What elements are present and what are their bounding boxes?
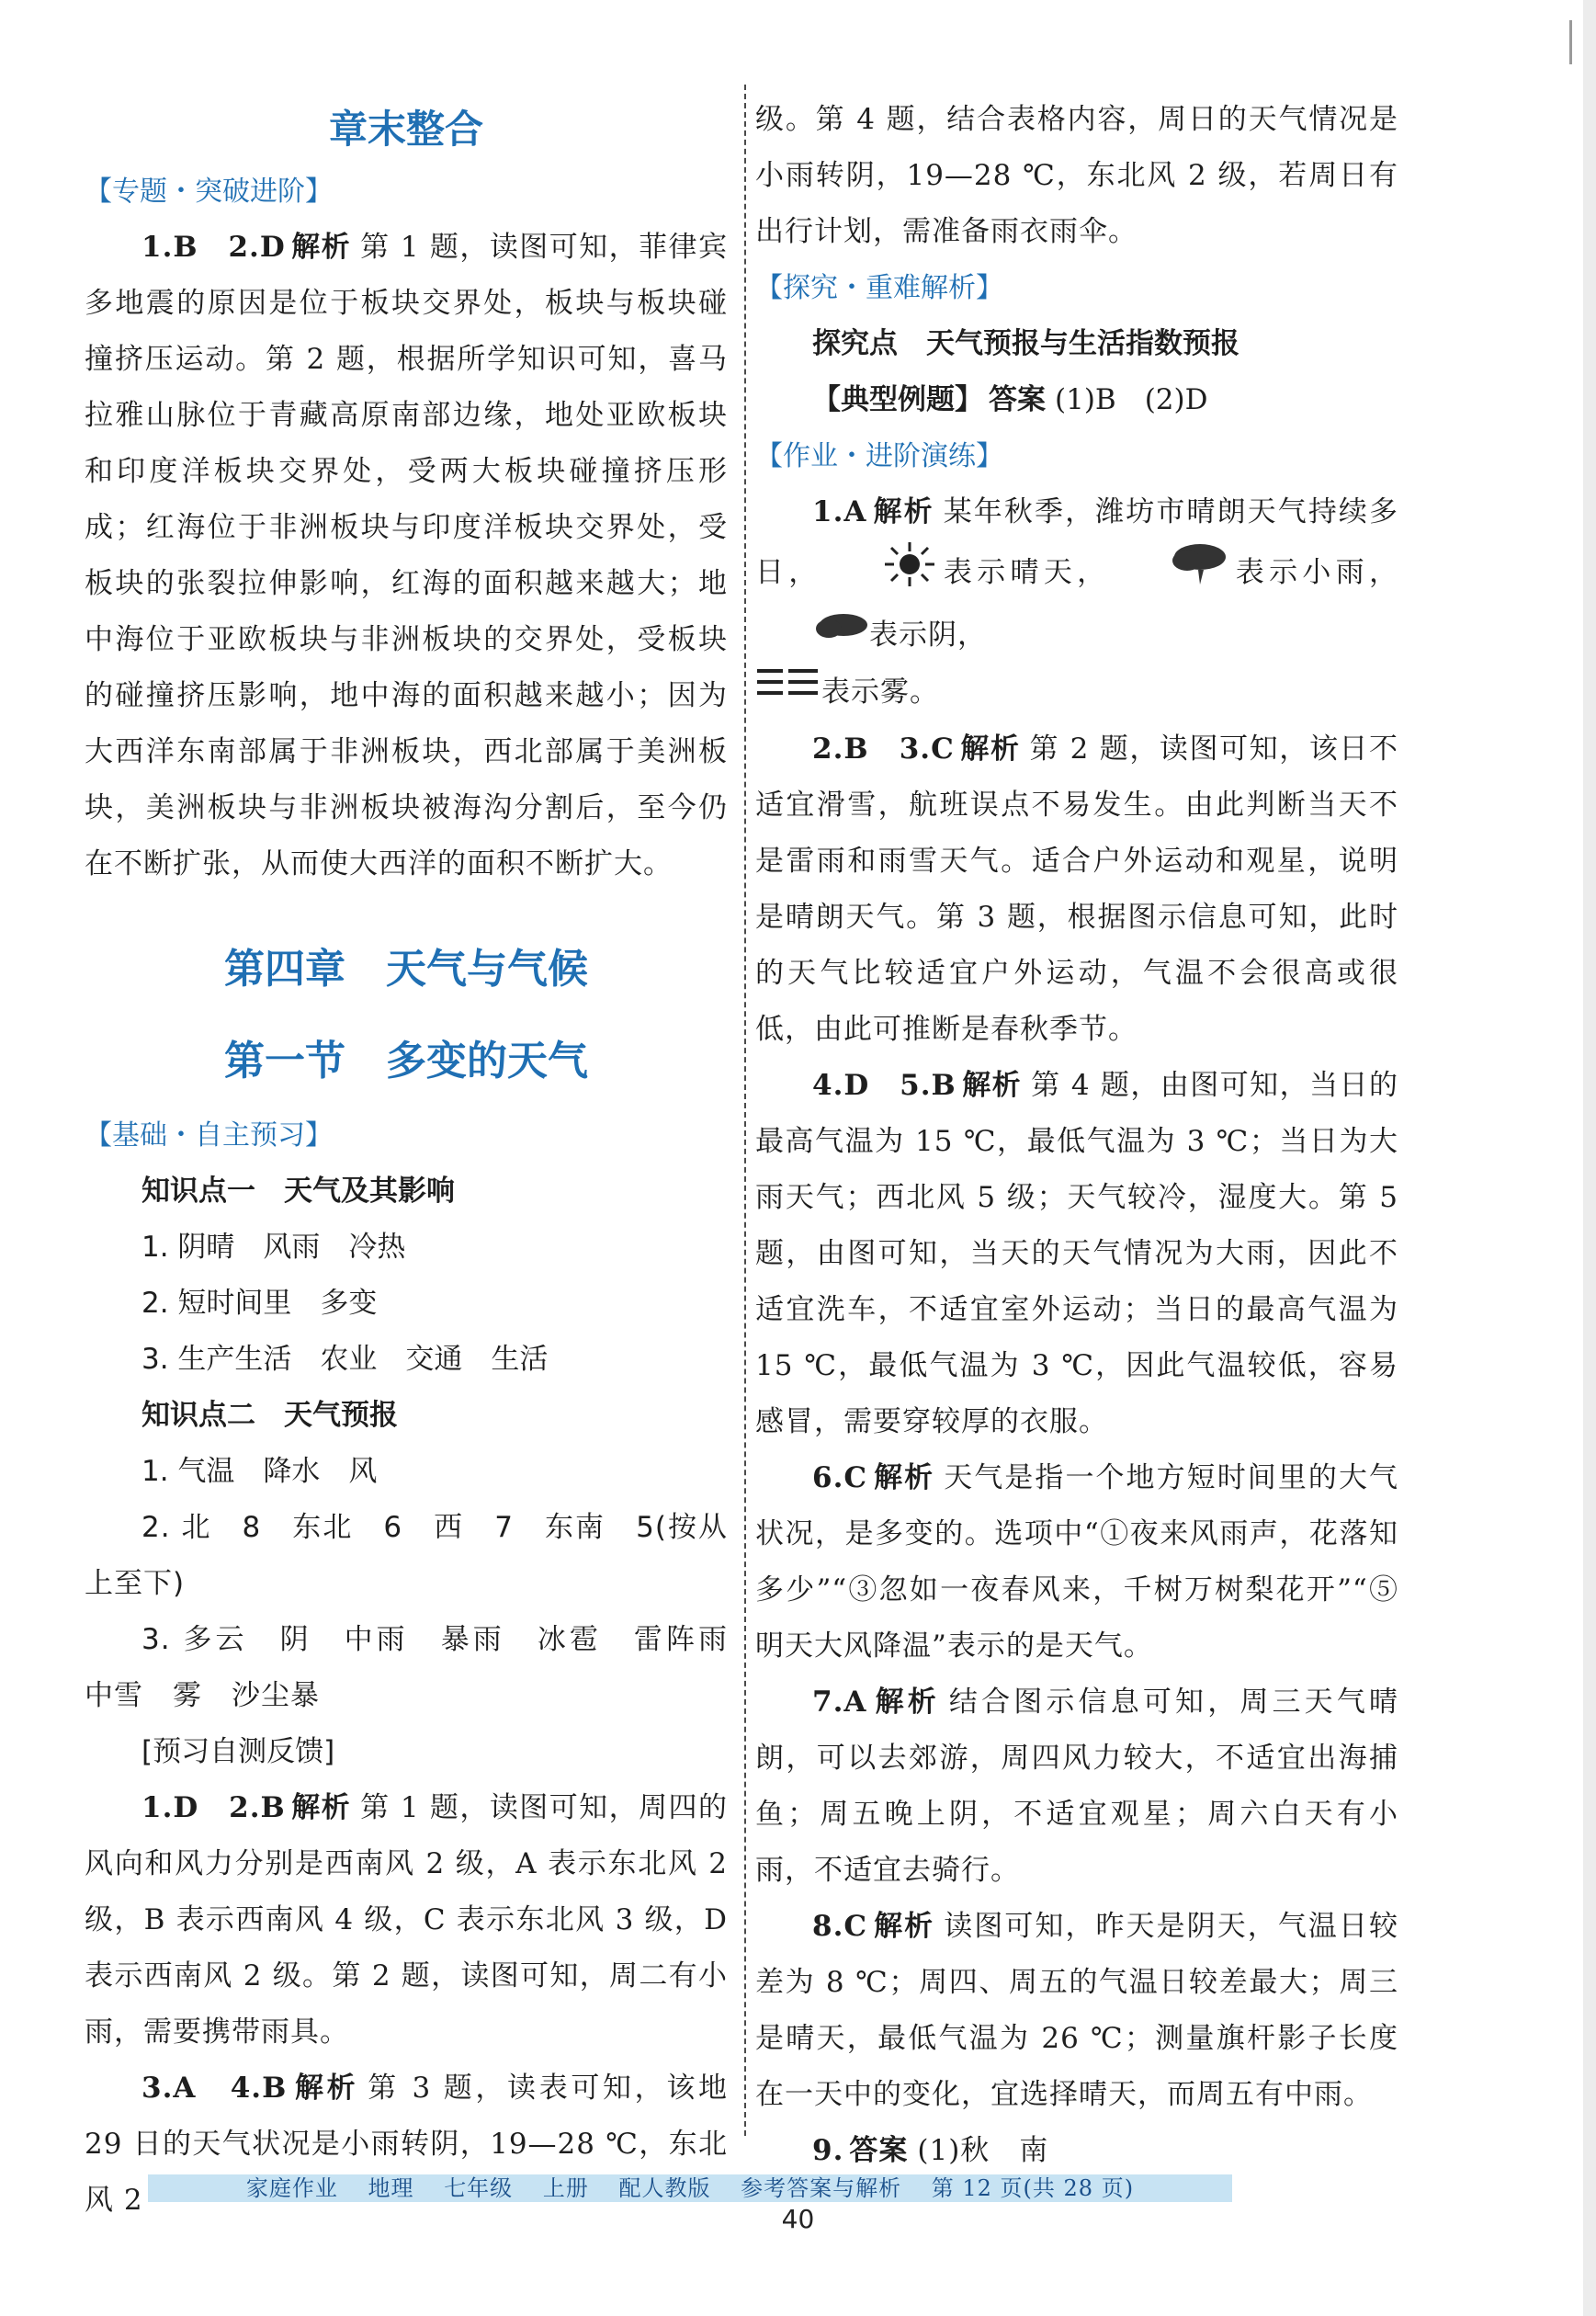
answer-text: (1)B (2)D (1055, 383, 1208, 416)
tag-basic-preview: 【基础・自主预习】 (85, 1119, 333, 1152)
typical-example-label: 【典型例题】 (812, 383, 983, 416)
analysis-text: 读图可知，昨天是阴天，气温日较差为 8 ℃；周四、周五的气温日较差最大；周三是晴天，最低气温为 26 ℃；测量旗杆影子长度在一天中的变化，宜选择晴天，而周五有中雨。 (755, 1910, 1399, 2111)
footer-item: 家庭作业 (245, 2175, 338, 2201)
analysis-label: 解析 (292, 2072, 359, 2105)
analysis-label: 解析 (290, 1791, 352, 1824)
footer-item: 配人教版 (618, 2175, 711, 2201)
footer-item: 七年级 (444, 2175, 514, 2201)
chapter-title: 第四章 天气与气候 (224, 946, 588, 993)
tag-explore: 【探究・重难解析】 (755, 272, 1003, 304)
kp2-item: 1. 气温 降水 风 (141, 1455, 378, 1488)
question-numbers: 1.A (812, 495, 867, 528)
analysis-text: 结合图示信息可知，周三天气晴朗，可以去郊游，周四风力较大，不适宜出海捕鱼；周五晚上阴，不适宜观星；周六白天有小雨，不适宜去骑行。 (755, 1686, 1398, 1887)
footer-band (148, 2174, 1232, 2202)
tag-special-topic: 【专题・突破进阶】 (85, 176, 333, 208)
answer-paragraph-8 (755, 1675, 1398, 1899)
answer-paragraph-4 (755, 484, 1398, 721)
answer-paragraph-9 (755, 1899, 1398, 2123)
left-column (85, 96, 757, 2229)
analysis-label: 解析 (290, 231, 352, 264)
explore-point: 探究点 天气预报与生活指数预报 (812, 327, 1239, 360)
question-numbers: 9. (812, 2134, 844, 2167)
analysis-text: 第 3 题，读表可知，该地 29 日的天气状况是小雨转阴，19—28 ℃，东北风 2 (85, 2072, 728, 2217)
question-numbers: 2.B 3.C (812, 732, 955, 766)
answer-paragraph-6 (755, 1058, 1398, 1450)
cloud-legend-text: 表示阴， (869, 619, 987, 652)
footer-item: 地理 (368, 2175, 414, 2201)
analysis-label: 解析 (873, 1910, 935, 1943)
footer-item: 第 12 页(共 28 页) (931, 2175, 1135, 2201)
fog-icon (698, 665, 821, 721)
continued-paragraph: 级。第 4 题，结合表格内容，周日的天气情况是小雨转阴，19—28 ℃，东北风 2 级，若周日有出行计划，需准备雨衣雨伞。 (755, 103, 1398, 248)
question-numbers: 8.C (812, 1910, 868, 1943)
question-numbers: 6.C (812, 1461, 868, 1494)
answer-text: (1)秋 南 (917, 2134, 1049, 2167)
answer-paragraph-2 (85, 1780, 728, 2061)
analysis-text: 第 1 题，读图可知，周四的风向和风力分别是西南风 2 级，A 表示东北风 2 级，B 表示西南风 4 级，C 表示东北风 3 级，D 表示西南风 2 级。第 2 题，读图可知，周二有小雨，需要携带雨具。 (85, 1791, 729, 2049)
tag-homework: 【作业・进阶演练】 (755, 440, 1003, 472)
analysis-text: 某年秋季，潍坊市晴朗天气持续多日， (755, 495, 1399, 589)
kp1-item: 1. 阴晴 风雨 冷热 (141, 1231, 406, 1264)
kp2-item: 3. 多云 阴 中雨 暴雨 冰雹 雷阵雨 中雪 雾 沙尘暴 (85, 1623, 757, 1712)
analysis-label: 解析 (959, 732, 1021, 766)
kp2-item: 2. 北 8 东北 6 西 7 东南 5(按从上至下) (85, 1511, 728, 1600)
answer-label: 答案 (989, 383, 1046, 416)
answer-paragraph-7 (755, 1450, 1398, 1675)
sun-icon (822, 540, 940, 607)
section-title: 章末整合 (328, 107, 483, 152)
question-numbers: 1.D 2.B (141, 1791, 286, 1824)
knowledge-point-2: 知识点二 天气预报 (141, 1399, 398, 1432)
footer-item: 参考答案与解析 (741, 2175, 902, 2201)
lesson-title: 第一节 多变的天气 (224, 1038, 588, 1084)
cloud-icon (755, 608, 869, 664)
answer-paragraph-5 (755, 721, 1398, 1058)
rain-legend-text: 表示小雨， (1231, 556, 1399, 589)
analysis-label: 解析 (872, 495, 934, 528)
analysis-label: 解析 (873, 1461, 935, 1494)
kp1-item: 2. 短时间里 多变 (141, 1287, 378, 1320)
fog-legend-text: 表示雾。 (821, 676, 939, 709)
rain-cloud-icon (1110, 540, 1231, 607)
typical-example (755, 372, 1398, 428)
footer-item: 上册 (542, 2175, 589, 2201)
analysis-text: 第 4 题，由图可知，当日的最高气温为 15 ℃，最低气温为 3 ℃；当日为大雨天气；西北风 5 级；天气较冷，湿度大。第 5 题，由图可知，当天的天气情况为大雨，因此不适宜洗车，不适宜室外运动；当日的最高气温为 15 ℃，最低气温为 3 ℃，因此气温较低，容易感冒，需要穿较厚的衣服。 (755, 1069, 1399, 1438)
page-number: 40 (781, 2204, 815, 2234)
analysis-label: 解析 (961, 1069, 1023, 1102)
question-numbers: 7.A (812, 1686, 867, 1719)
analysis-label: 解析 (872, 1686, 940, 1719)
answer-paragraph-10 (755, 2123, 1398, 2179)
answer-label: 答案 (849, 2134, 909, 2167)
answer-paragraph-1 (85, 220, 728, 892)
preview-feedback-label: [预习自测反馈] (141, 1735, 335, 1768)
kp1-item: 3. 生产生活 农业 交通 生活 (141, 1343, 549, 1376)
question-numbers: 3.A 4.B (141, 2072, 288, 2105)
edge-mark (1569, 20, 1572, 64)
analysis-text: 第 1 题，读图可知，菲律宾多地震的原因是位于板块交界处，板块与板块碰撞挤压运动。第 2 题，根据所学知识可知，喜马拉雅山脉位于青藏高原南部边缘，地处亚欧板块和印度洋板块交界处，受两大板块碰撞挤压形成；红海位于非洲板块与印度洋板块交界处，受板块的张裂拉伸影响，红海的面积越来越大；地中海位于亚欧板块与非洲板块的交界处，受板块的碰撞挤压影响，地中海的面积越来越小；因为大西洋东南部属于非洲板块，西北部属于美洲板块，美洲板块与非洲板块被海沟分割后，至今仍在不断扩张，从而使大西洋的面积不断扩大。 (85, 231, 729, 880)
column-divider (744, 85, 746, 2136)
question-numbers: 4.D 5.B (812, 1069, 956, 1102)
question-numbers: 1.B 2.D (141, 231, 286, 264)
page-edge (1583, 0, 1596, 2316)
sun-legend-text: 表示晴天， (939, 556, 1111, 589)
right-column (755, 92, 1398, 2179)
analysis-text: 天气是指一个地方短时间里的大气状况，是多变的。选项中“①夜来风雨声，花落知多少”“③忽如一夜春风来，千树万树梨花开”“⑤明天大风降温”表示的是天气。 (755, 1461, 1399, 1663)
knowledge-point-1: 知识点一 天气及其影响 (141, 1175, 455, 1208)
analysis-text: 第 2 题，读图可知，该日不适宜滑雪，航班误点不易发生。由此判断当天不是雷雨和雨雪天气。适合户外运动和观星，说明是晴朗天气。第 3 题，根据图示信息可知，此时的天气比较适宜户外运动，气温不会很高或很低，由此可推断是春秋季节。 (755, 732, 1399, 1046)
